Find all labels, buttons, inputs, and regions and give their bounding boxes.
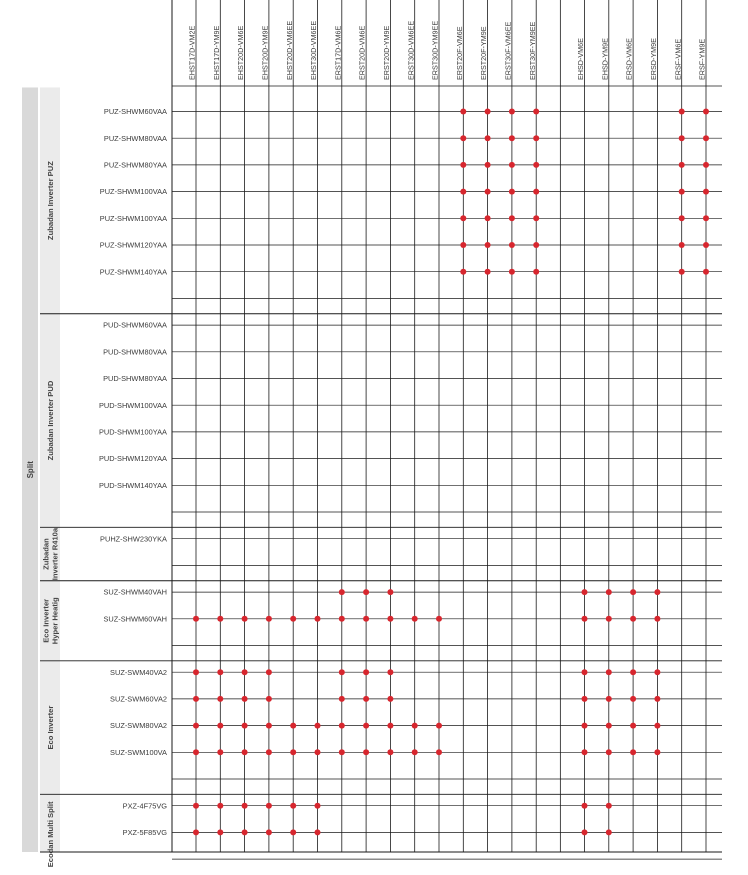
compat-dot [460, 189, 466, 195]
compat-dot [582, 723, 588, 729]
compat-dot [242, 829, 248, 835]
compat-dot [654, 669, 660, 675]
compat-dot [703, 242, 709, 248]
compat-dot [436, 723, 442, 729]
model-label: PUD-SHWM80VAA [103, 347, 167, 357]
compat-dot [654, 589, 660, 595]
compat-dot [703, 189, 709, 195]
compat-dot [654, 749, 660, 755]
model-label: SUZ-SWM40VA2 [110, 667, 167, 677]
column-header: ERSF-VM6E [673, 38, 683, 80]
compat-dot [193, 669, 199, 675]
compat-dot [412, 749, 418, 755]
compat-dot [217, 749, 223, 755]
compat-dot [315, 829, 321, 835]
compat-dot [242, 696, 248, 702]
compat-dot [582, 696, 588, 702]
compat-dot [339, 616, 345, 622]
model-label: PUD-SHWM100VAA [98, 400, 167, 410]
compat-dot [485, 162, 491, 168]
compat-dot [582, 616, 588, 622]
compat-dot [533, 269, 539, 275]
compat-dot [703, 215, 709, 221]
column-header: EHST17D-YM9E [211, 25, 221, 80]
compat-dot [460, 162, 466, 168]
compat-dot [509, 269, 515, 275]
group-label: Eco Inverter [46, 705, 55, 750]
model-label: SUZ-SWM60VA2 [110, 694, 167, 704]
compat-dot [509, 215, 515, 221]
compat-dot [460, 215, 466, 221]
compat-dot [703, 269, 709, 275]
model-label: PUD-SHWM140YAA [98, 480, 167, 490]
compat-dot [266, 616, 272, 622]
compat-dot [606, 829, 612, 835]
compat-dot [193, 723, 199, 729]
compat-dot [606, 803, 612, 809]
compat-dot [533, 242, 539, 248]
compat-dot [485, 242, 491, 248]
compat-dot [606, 589, 612, 595]
column-header: EHST30D-VM6EE [309, 20, 319, 80]
column-header: ERST17D-VM6E [333, 25, 343, 80]
compat-dot [509, 162, 515, 168]
compat-dot [290, 749, 296, 755]
compat-dot [363, 616, 369, 622]
compat-dot [363, 723, 369, 729]
model-label: PUZ-SHWM140YAA [99, 267, 167, 277]
compat-dot [703, 109, 709, 115]
model-label: PXZ-5F85VG [122, 828, 167, 837]
compat-dot [217, 669, 223, 675]
compat-dot [363, 589, 369, 595]
compat-dot [242, 803, 248, 809]
compat-dot [217, 723, 223, 729]
compat-dot [193, 829, 199, 835]
compat-dot [339, 723, 345, 729]
compat-dot [339, 749, 345, 755]
compat-dot [485, 269, 491, 275]
compat-dot [509, 242, 515, 248]
column-header: ERSD-VM6E [624, 38, 634, 80]
compat-dot [412, 723, 418, 729]
model-label: SUZ-SHWM60VAH [103, 614, 167, 624]
compat-dot [509, 135, 515, 141]
compat-dot [606, 723, 612, 729]
compat-dot [654, 616, 660, 622]
compat-dot [654, 696, 660, 702]
compat-dot [242, 749, 248, 755]
compat-dot [193, 749, 199, 755]
model-label: PUD-SHWM60VAA [103, 320, 167, 330]
compat-dot [606, 749, 612, 755]
model-label: PUZ-SHWM80VAA [103, 133, 167, 143]
compat-dot [533, 135, 539, 141]
compat-dot [630, 669, 636, 675]
compat-dot [606, 616, 612, 622]
group-label: Inverter R410a [50, 527, 60, 581]
compat-dot [217, 803, 223, 809]
column-header: ERST30F-YM9EE [527, 21, 537, 80]
compat-dot [679, 215, 685, 221]
compat-dot [242, 669, 248, 675]
compat-dot [509, 189, 515, 195]
compat-dot [339, 696, 345, 702]
compat-dot [654, 723, 660, 729]
compat-dot [460, 109, 466, 115]
compat-dot [290, 723, 296, 729]
compat-dot [630, 616, 636, 622]
group-label: Zubadan [41, 538, 51, 570]
model-label: PXZ-4F75VG [122, 801, 167, 811]
model-label: PUHZ-SHW230YKA [100, 534, 167, 544]
column-header: ERST30D-YM9EE [430, 20, 440, 80]
column-header: EHST20D-VM6EE [284, 20, 294, 80]
column-header: ERSF-YM9E [697, 38, 707, 80]
compat-dot [533, 109, 539, 115]
compat-dot [290, 616, 296, 622]
column-header: ERST20F-YM9E [479, 26, 489, 80]
compat-dot [217, 829, 223, 835]
column-header: EHST20D-VM6E [236, 25, 246, 80]
compat-dot [606, 669, 612, 675]
column-header: ERST30D-VM6EE [406, 20, 416, 80]
compat-dot [363, 696, 369, 702]
compat-dot [217, 696, 223, 702]
compat-dot [582, 669, 588, 675]
compat-dot [242, 616, 248, 622]
compat-dot [582, 749, 588, 755]
compat-dot [703, 135, 709, 141]
compat-dot [582, 829, 588, 835]
model-label: PUZ-SHWM60VAA [103, 107, 167, 117]
split-label: Split [26, 461, 35, 479]
column-header: ERST20D-VM6E [357, 25, 367, 80]
model-label: PUZ-SHWM100VAA [99, 187, 167, 197]
compat-dot [679, 189, 685, 195]
compat-dot [485, 135, 491, 141]
compat-dot [315, 803, 321, 809]
compat-dot [436, 749, 442, 755]
compat-dot [460, 242, 466, 248]
compat-dot [290, 803, 296, 809]
compat-dot [485, 109, 491, 115]
compat-dot [363, 669, 369, 675]
column-header: ERST30F-VM6EE [503, 21, 513, 80]
model-label: SUZ-SHWM40VAH [103, 587, 167, 597]
column-header: ERST20F-VM6E [454, 26, 464, 80]
column-header: ERST20D-YM9E [382, 25, 391, 80]
compat-dot [339, 589, 345, 595]
model-label: PUD-SHWM100YAA [98, 427, 167, 437]
compat-dot [363, 749, 369, 755]
model-label: PUD-SHWM120YAA [98, 454, 167, 464]
compat-dot [460, 135, 466, 141]
compat-dot [315, 616, 321, 622]
column-header: EHST17D-VM2E [187, 25, 197, 80]
compat-dot [485, 215, 491, 221]
compat-dot [703, 162, 709, 168]
compat-dot [266, 669, 272, 675]
compat-dot [533, 162, 539, 168]
model-label: PUZ-SHWM100YAA [99, 213, 167, 223]
model-label: PUD-SHWM80YAA [103, 374, 167, 384]
model-label: SUZ-SWM100VA [110, 747, 167, 757]
compat-dot [290, 829, 296, 835]
compat-dot [630, 749, 636, 755]
group-label: Ecodan Multi Split [46, 801, 55, 868]
compat-dot [193, 696, 199, 702]
compat-dot [217, 616, 223, 622]
compat-dot [533, 189, 539, 195]
compat-dot [315, 723, 321, 729]
column-header: EHSD-YM9E [600, 38, 610, 80]
compat-dot [387, 589, 393, 595]
compat-dot [582, 803, 588, 809]
column-header: EHSD-VM6E [576, 38, 586, 80]
compat-dot [436, 616, 442, 622]
compat-dot [582, 589, 588, 595]
compat-dot [679, 269, 685, 275]
compat-dot [387, 749, 393, 755]
compat-dot [266, 749, 272, 755]
group-label: Eco Inverter [41, 598, 51, 643]
compat-dot [266, 803, 272, 809]
compat-dot [630, 589, 636, 595]
compat-dot [339, 669, 345, 675]
compat-dot [387, 723, 393, 729]
compat-dot [266, 696, 272, 702]
compat-dot [266, 723, 272, 729]
compat-dot [387, 696, 393, 702]
column-header: EHST20D-YM9E [260, 25, 270, 80]
compat-dot [193, 803, 199, 809]
group-label: Zubadan Inverter PUD [46, 380, 55, 461]
compat-dot [387, 669, 393, 675]
compat-dot [315, 749, 321, 755]
compat-dot [533, 215, 539, 221]
group-label: Zubadan Inverter PUZ [46, 161, 55, 241]
compat-dot [412, 616, 418, 622]
group-label: Hyper Heatig [50, 597, 60, 645]
column-header: ERSD-YM9E [649, 38, 658, 80]
model-label: SUZ-SWM80VA2 [110, 721, 167, 731]
compat-dot [387, 616, 393, 622]
model-label: PUZ-SHWM120YAA [99, 240, 167, 250]
compat-dot [485, 189, 491, 195]
model-label: PUZ-SHWM80YAA [103, 160, 167, 170]
compat-dot [679, 162, 685, 168]
compat-dot [242, 723, 248, 729]
compat-dot [193, 616, 199, 622]
compat-dot [679, 109, 685, 115]
compat-dot [460, 269, 466, 275]
compat-dot [606, 696, 612, 702]
compat-dot [679, 135, 685, 141]
compat-dot [679, 242, 685, 248]
compat-dot [509, 109, 515, 115]
compat-dot [266, 829, 272, 835]
compat-dot [630, 723, 636, 729]
compat-dot [630, 696, 636, 702]
